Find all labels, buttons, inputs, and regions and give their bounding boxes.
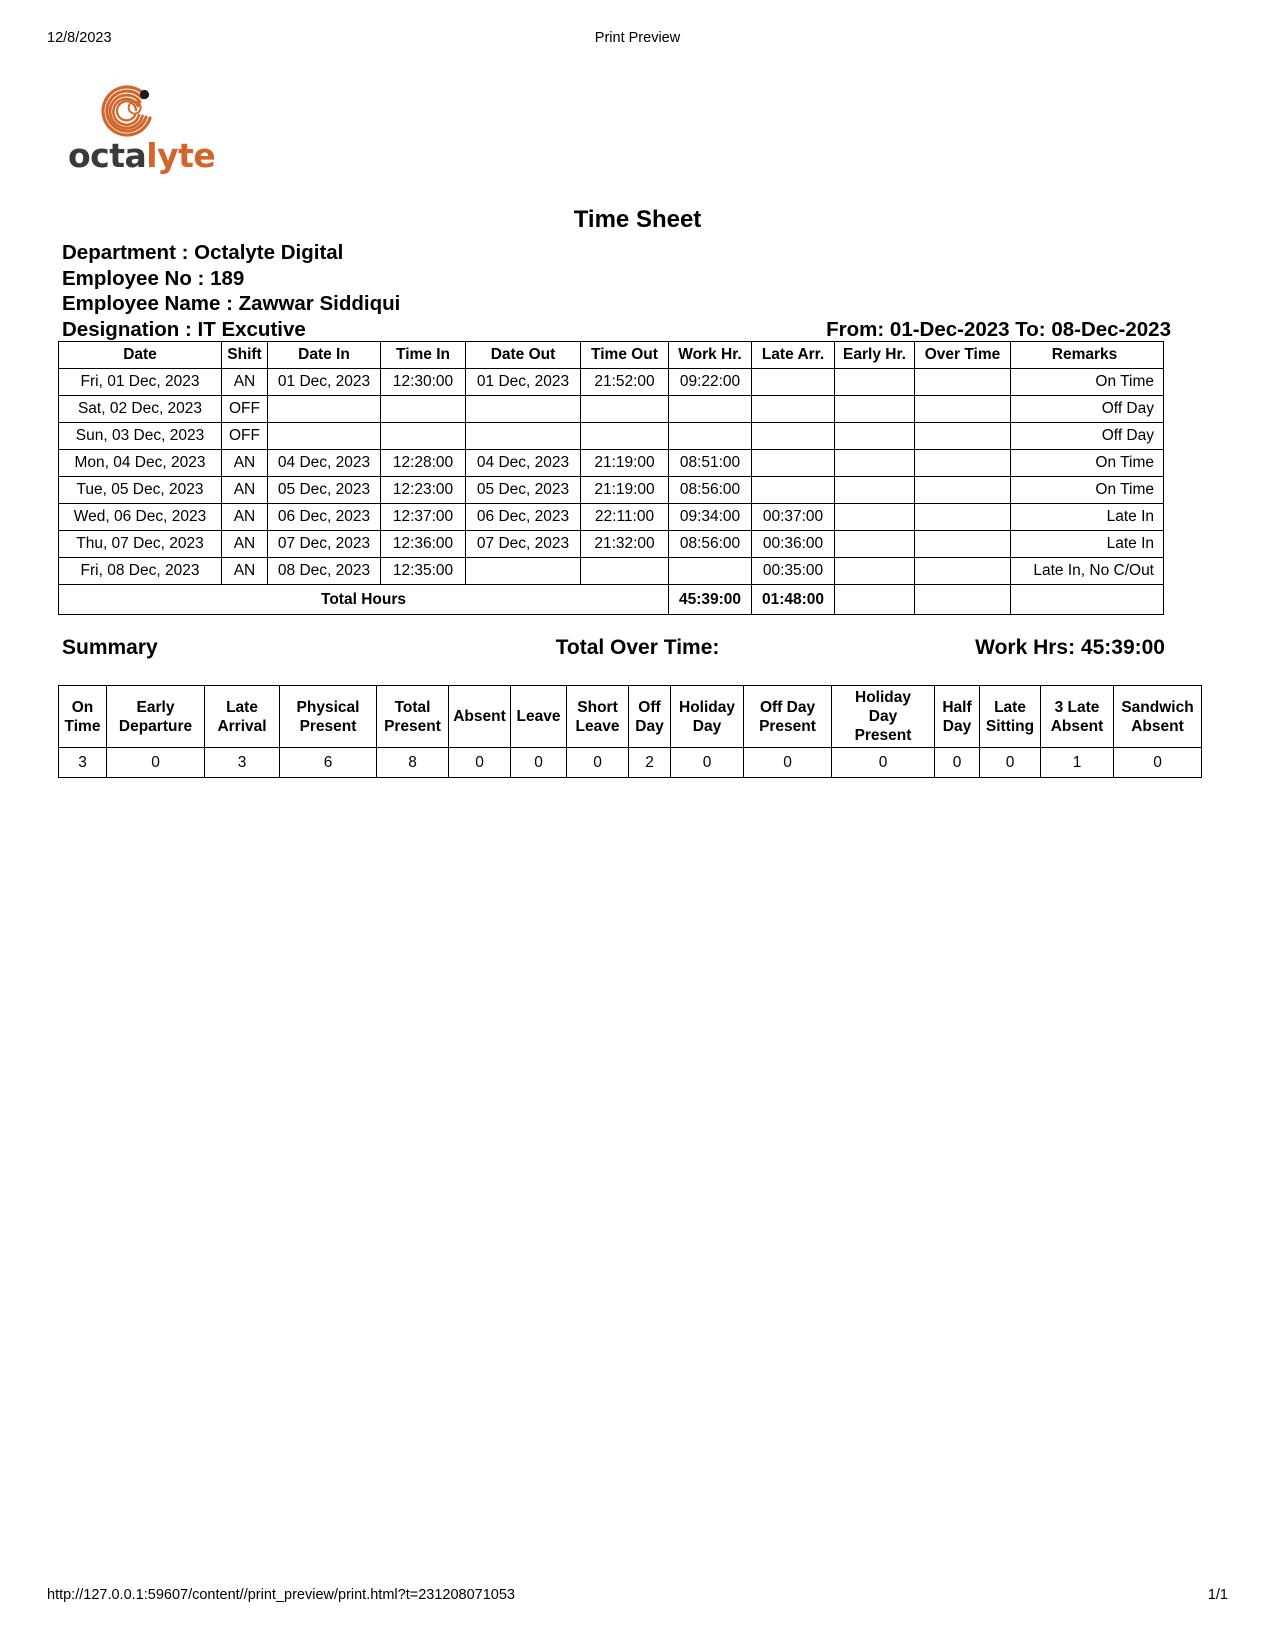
cell-early-hr — [835, 531, 915, 558]
summary-header-row — [59, 686, 1202, 748]
summary-value-half-day: 0 — [935, 748, 980, 778]
cell-time-out: 22:11:00 — [581, 504, 669, 531]
cell-time-out: 21:32:00 — [581, 531, 669, 558]
cell-early-hr — [835, 450, 915, 477]
cell-date-in — [268, 396, 381, 423]
total-over-time-label: Total Over Time: — [555, 636, 720, 659]
col-header-date-out: Date Out — [466, 342, 581, 369]
cell-remarks: Late In, No C/Out — [1011, 558, 1164, 585]
cell-over-time — [915, 477, 1011, 504]
summary-value-sandwich-absent: 0 — [1114, 748, 1202, 778]
cell-date-in: 08 Dec, 2023 — [268, 558, 381, 585]
summary-col-sandwich-absent: Sandwich Absent — [1114, 686, 1202, 748]
cell-shift: AN — [222, 531, 268, 558]
cell-time-out: 21:19:00 — [581, 450, 669, 477]
table-row — [59, 396, 1164, 423]
cell-early-hr — [835, 423, 915, 450]
meta-department: Department : Octalyte Digital — [62, 241, 344, 264]
summary-value-on-time: 3 — [59, 748, 107, 778]
cell-shift: AN — [222, 504, 268, 531]
cell-work-hr: 08:56:00 — [669, 477, 752, 504]
company-logo — [68, 84, 238, 176]
cell-time-in — [381, 396, 466, 423]
cell-time-in: 12:36:00 — [381, 531, 466, 558]
cell-late-arr: 00:37:00 — [752, 504, 835, 531]
summary-value-holiday-day: 0 — [671, 748, 744, 778]
meta-date-range: From: 01-Dec-2023 To: 08-Dec-2023 — [826, 317, 1171, 341]
cell-early-hr — [835, 477, 915, 504]
page-title: Time Sheet — [573, 206, 702, 233]
cell-date-in — [268, 423, 381, 450]
table-row — [59, 504, 1164, 531]
table-row — [59, 531, 1164, 558]
cell-date-in: 01 Dec, 2023 — [268, 369, 381, 396]
cell-late-arr: 00:36:00 — [752, 531, 835, 558]
total-work-hr: 45:39:00 — [669, 585, 752, 615]
cell-early-hr — [835, 396, 915, 423]
table-row — [59, 558, 1164, 585]
table-row — [59, 450, 1164, 477]
cell-date-out: 07 Dec, 2023 — [466, 531, 581, 558]
cell-date-in: 06 Dec, 2023 — [268, 504, 381, 531]
summary-value-short-leave: 0 — [567, 748, 629, 778]
cell-time-in: 12:30:00 — [381, 369, 466, 396]
logo-word-octa: octa — [68, 136, 147, 175]
summary-values-row — [59, 748, 1202, 778]
summary-col-off-day-present: Off Day Present — [744, 686, 832, 748]
cell-date-in: 04 Dec, 2023 — [268, 450, 381, 477]
summary-col-leave: Leave — [511, 686, 567, 748]
cell-date: Mon, 04 Dec, 2023 — [59, 450, 222, 477]
total-over-time — [915, 585, 1011, 615]
col-header-date: Date — [59, 342, 222, 369]
cell-late-arr — [752, 450, 835, 477]
col-header-shift: Shift — [222, 342, 268, 369]
summary-value-holiday-day-present: 0 — [832, 748, 935, 778]
cell-late-arr: 00:35:00 — [752, 558, 835, 585]
summary-value-early-departure: 0 — [107, 748, 205, 778]
cell-work-hr — [669, 558, 752, 585]
attendance-table — [58, 341, 1164, 615]
cell-date-out — [466, 558, 581, 585]
cell-time-out — [581, 396, 669, 423]
cell-work-hr: 08:56:00 — [669, 531, 752, 558]
attendance-header-row — [59, 342, 1164, 369]
table-row — [59, 369, 1164, 396]
cell-date: Wed, 06 Dec, 2023 — [59, 504, 222, 531]
cell-remarks: Late In — [1011, 504, 1164, 531]
employee-meta — [62, 240, 1171, 342]
cell-remarks: Off Day — [1011, 396, 1164, 423]
cell-time-in: 12:28:00 — [381, 450, 466, 477]
summary-col-physical-present: Physical Present — [280, 686, 377, 748]
cell-over-time — [915, 558, 1011, 585]
cell-date-in: 05 Dec, 2023 — [268, 477, 381, 504]
col-header-work-hr: Work Hr. — [669, 342, 752, 369]
work-hrs-total: Work Hrs: 45:39:00 — [975, 636, 1165, 659]
cell-shift: OFF — [222, 396, 268, 423]
cell-date-out: 05 Dec, 2023 — [466, 477, 581, 504]
cell-late-arr — [752, 369, 835, 396]
summary-title: Summary — [62, 636, 158, 659]
col-header-time-in: Time In — [381, 342, 466, 369]
summary-value-off-day-present: 0 — [744, 748, 832, 778]
summary-bar — [0, 636, 1275, 666]
col-header-date-in: Date In — [268, 342, 381, 369]
summary-value-off-day: 2 — [629, 748, 671, 778]
col-header-time-out: Time Out — [581, 342, 669, 369]
cell-shift: AN — [222, 477, 268, 504]
cell-time-in: 12:35:00 — [381, 558, 466, 585]
meta-designation-row — [62, 317, 1171, 343]
print-header-date: 12/8/2023 — [47, 30, 112, 46]
cell-work-hr: 08:51:00 — [669, 450, 752, 477]
cell-early-hr — [835, 504, 915, 531]
summary-value-late-arrival: 3 — [205, 748, 280, 778]
total-remarks — [1011, 585, 1164, 615]
attendance-total-row — [59, 585, 1164, 615]
cell-early-hr — [835, 369, 915, 396]
summary-col-total-present: Total Present — [377, 686, 449, 748]
cell-remarks: On Time — [1011, 477, 1164, 504]
cell-date: Tue, 05 Dec, 2023 — [59, 477, 222, 504]
summary-value-leave: 0 — [511, 748, 567, 778]
summary-table — [58, 685, 1202, 778]
cell-date-out — [466, 396, 581, 423]
total-late-arr: 01:48:00 — [752, 585, 835, 615]
cell-work-hr: 09:34:00 — [669, 504, 752, 531]
col-header-early-hr: Early Hr. — [835, 342, 915, 369]
cell-over-time — [915, 396, 1011, 423]
cell-time-out — [581, 423, 669, 450]
logo-word-lyte: lyte — [146, 136, 216, 175]
logo-wordmark — [68, 138, 215, 174]
cell-over-time — [915, 369, 1011, 396]
cell-late-arr — [752, 477, 835, 504]
cell-time-out — [581, 558, 669, 585]
cell-shift: AN — [222, 369, 268, 396]
col-header-over-time: Over Time — [915, 342, 1011, 369]
summary-col-short-leave: Short Leave — [567, 686, 629, 748]
cell-date-in: 07 Dec, 2023 — [268, 531, 381, 558]
summary-col-late-sitting: Late Sitting — [980, 686, 1041, 748]
summary-col-late-arrival: Late Arrival — [205, 686, 280, 748]
summary-col-early-departure: Early Departure — [107, 686, 205, 748]
cell-remarks: On Time — [1011, 450, 1164, 477]
cell-over-time — [915, 450, 1011, 477]
meta-designation: Designation : IT Excutive — [62, 317, 306, 341]
cell-date-out — [466, 423, 581, 450]
summary-value-late-sitting: 0 — [980, 748, 1041, 778]
cell-date-out: 06 Dec, 2023 — [466, 504, 581, 531]
cell-date-out: 04 Dec, 2023 — [466, 450, 581, 477]
total-hours-label: Total Hours — [59, 585, 669, 615]
print-footer-url: http://127.0.0.1:59607/content//print_preview/print.html?t=231208071053 — [47, 1587, 515, 1603]
summary-col-holiday-day: Holiday Day — [671, 686, 744, 748]
cell-late-arr — [752, 423, 835, 450]
summary-col-half-day: Half Day — [935, 686, 980, 748]
total-early-hr — [835, 585, 915, 615]
col-header-remarks: Remarks — [1011, 342, 1164, 369]
cell-date: Thu, 07 Dec, 2023 — [59, 531, 222, 558]
cell-date: Sun, 03 Dec, 2023 — [59, 423, 222, 450]
summary-col-absent: Absent — [449, 686, 511, 748]
table-row — [59, 477, 1164, 504]
print-footer-page-number: 1/1 — [1207, 1587, 1228, 1603]
cell-work-hr — [669, 396, 752, 423]
cell-early-hr — [835, 558, 915, 585]
cell-remarks: Off Day — [1011, 423, 1164, 450]
meta-employee-name: Employee Name : Zawwar Siddiqui — [62, 292, 401, 315]
meta-employee-no: Employee No : 189 — [62, 266, 245, 290]
cell-remarks: On Time — [1011, 369, 1164, 396]
cell-date-out: 01 Dec, 2023 — [466, 369, 581, 396]
cell-time-in — [381, 423, 466, 450]
cell-time-out: 21:19:00 — [581, 477, 669, 504]
summary-col-holiday-day-present: Holiday Day Present — [832, 686, 935, 748]
cell-time-in: 12:37:00 — [381, 504, 466, 531]
cell-over-time — [915, 531, 1011, 558]
cell-shift: OFF — [222, 423, 268, 450]
print-header — [0, 28, 1275, 48]
summary-col-on-time: On Time — [59, 686, 107, 748]
cell-remarks: Late In — [1011, 531, 1164, 558]
cell-shift: AN — [222, 450, 268, 477]
summary-value-total-present: 8 — [377, 748, 449, 778]
cell-shift: AN — [222, 558, 268, 585]
cell-over-time — [915, 423, 1011, 450]
table-row — [59, 423, 1164, 450]
cell-over-time — [915, 504, 1011, 531]
cell-date: Fri, 01 Dec, 2023 — [59, 369, 222, 396]
col-header-late-arr: Late Arr. — [752, 342, 835, 369]
cell-work-hr — [669, 423, 752, 450]
cell-work-hr: 09:22:00 — [669, 369, 752, 396]
cell-date: Sat, 02 Dec, 2023 — [59, 396, 222, 423]
cell-date: Fri, 08 Dec, 2023 — [59, 558, 222, 585]
print-footer — [0, 1585, 1275, 1605]
summary-value-physical-present: 6 — [280, 748, 377, 778]
print-header-title: Print Preview — [594, 30, 681, 46]
summary-value-absent: 0 — [449, 748, 511, 778]
cell-time-out: 21:52:00 — [581, 369, 669, 396]
cell-late-arr — [752, 396, 835, 423]
summary-col-off-day: Off Day — [629, 686, 671, 748]
summary-col-3-late-absent: 3 Late Absent — [1041, 686, 1114, 748]
summary-value-3-late-absent: 1 — [1041, 748, 1114, 778]
cell-time-in: 12:23:00 — [381, 477, 466, 504]
